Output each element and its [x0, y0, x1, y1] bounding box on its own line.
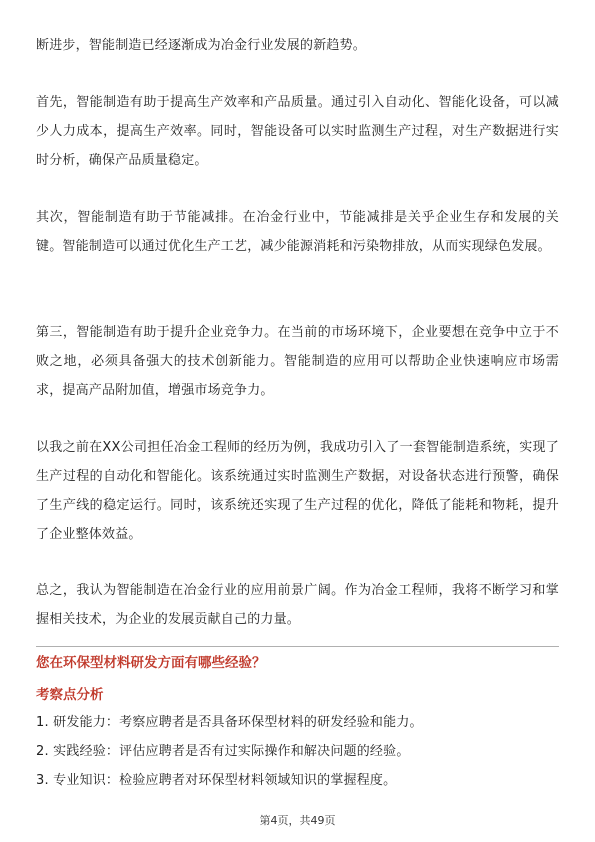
paragraph-competitiveness: 第三，智能制造有助于提升企业竞争力。在当前的市场环境下，企业要想在竞争中立于不败之地，必须具备强大的技术创新能力。智能制造的应用可以帮助企业快速响应市场需求，提高产品附加值，增强市场竞争力。 — [36, 325, 559, 398]
analysis-heading: 考察点分析 — [36, 687, 104, 703]
analysis-item-knowledge: 3. 专业知识：检验应聘者对环保型材料领域知识的掌握程度。 — [36, 773, 397, 788]
paragraph-intro-tail: 断进步，智能制造已经逐渐成为冶金行业发展的新趋势。 — [36, 38, 367, 53]
analysis-item-research: 1. 研发能力：考察应聘者是否具备环保型材料的研发经验和能力。 — [36, 715, 423, 730]
paragraph-experience-example: 以我之前在XX公司担任冶金工程师的经历为例，我成功引入了一套智能制造系统，实现了生产过程的自动化和智能化。该系统通过实时监测生产数据，对设备状态进行预警，确保了生产线的稳定运行。同时，该系统还实现了生产过程的优化，降低了能耗和物耗，提升了企业整体效益。 — [36, 440, 559, 542]
page-number: 第4页，共49页 — [259, 814, 336, 827]
analysis-item-practice: 2. 实践经验：评估应聘者是否有过实际操作和解决问题的经验。 — [36, 744, 410, 759]
paragraph-efficiency: 首先，智能制造有助于提高生产效率和产品质量。通过引入自动化、智能化设备，可以减少人力成本，提高生产效率。同时，智能设备可以实时监测生产过程，对生产数据进行实时分析，确保产品质量稳定。 — [36, 95, 559, 168]
paragraph-conclusion: 总之，我认为智能制造在冶金行业的应用前景广阔。作为冶金工程师，我将不断学习和掌握相关技术，为企业的发展贡献自己的力量。 — [36, 583, 559, 627]
analysis-list — [36, 708, 423, 795]
paragraph-energy-saving: 其次，智能制造有助于节能减排。在冶金行业中，节能减排是关乎企业生存和发展的关键。智能制造可以通过优化生产工艺，减少能源消耗和污染物排放，从而实现绿色发展。 — [36, 210, 559, 254]
section-divider — [36, 646, 559, 647]
question-heading: 您在环保型材料研发方面有哪些经验？ — [36, 655, 266, 671]
